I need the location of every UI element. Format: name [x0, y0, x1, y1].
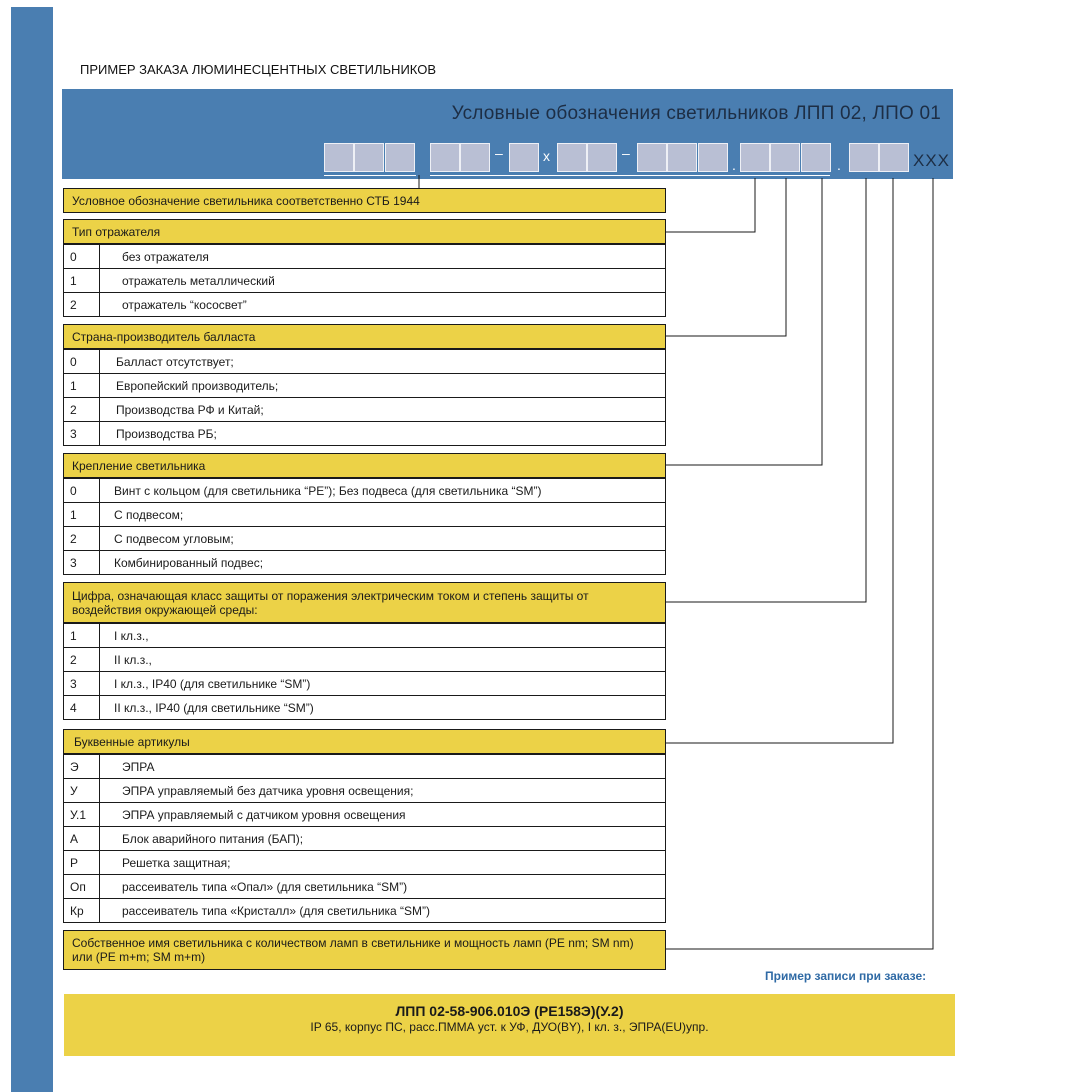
row-text: Комбинированный подвес;	[100, 551, 666, 575]
table-row	[64, 527, 666, 551]
row-text: Производства РФ и Китай;	[100, 398, 666, 422]
header-title: Условные обозначения светильников ЛПП 02, ЛПО 01	[451, 103, 941, 124]
table-row	[64, 803, 666, 827]
separator-dot: .	[732, 157, 736, 173]
table-row	[64, 503, 666, 527]
table-row	[64, 779, 666, 803]
example-box	[64, 994, 955, 1056]
row-code: 2	[64, 527, 100, 551]
table-row	[64, 479, 666, 503]
row-code: У	[64, 779, 100, 803]
table-row	[64, 551, 666, 575]
table-row	[64, 624, 666, 648]
separator-dash: –	[622, 145, 630, 161]
row-code: 0	[64, 350, 100, 374]
row-text: II кл.з.,	[100, 648, 666, 672]
row-code: 0	[64, 479, 100, 503]
row-code: 1	[64, 503, 100, 527]
table-row	[64, 755, 666, 779]
table-row	[64, 269, 666, 293]
own-name-box: Собственное имя светильника с количеством ламп в светильнике и мощность ламп (PE nm; SM nm) или (PE m+m; SM m+m)	[63, 930, 666, 970]
row-code: А	[64, 827, 100, 851]
order-note: Пример записи при заказе:	[765, 969, 927, 983]
row-code: 2	[64, 293, 100, 317]
row-text: рассеиватель типа «Кристалл» (для светильника “SM”)	[100, 899, 666, 923]
row-text: рассеиватель типа «Опал» (для светильника “SM”)	[100, 875, 666, 899]
connector-line-letters	[666, 178, 893, 743]
separator-dash: –	[495, 145, 503, 161]
row-text: I кл.з., IP40 (для светильнике “SM”)	[100, 672, 666, 696]
table-row	[64, 293, 666, 317]
table-row	[64, 672, 666, 696]
example-details: IP 65, корпус ПС, расс.ПММА уст. к УФ, ДУО(BY), I кл. з., ЭПРА(EU)упр.	[310, 1020, 709, 1034]
row-code: Оп	[64, 875, 100, 899]
table-row	[64, 851, 666, 875]
row-code: 3	[64, 672, 100, 696]
ballast-header: Страна-производитель балласта	[63, 324, 666, 349]
row-text: С подвесом угловым;	[100, 527, 666, 551]
row-text: Европейский производитель;	[100, 374, 666, 398]
row-text: ЭПРА управляемый с датчиком уровня освещения	[100, 803, 666, 827]
row-text: Блок аварийного питания (БАП);	[100, 827, 666, 851]
row-code: 1	[64, 624, 100, 648]
row-code: 0	[64, 245, 100, 269]
table-row	[64, 374, 666, 398]
row-text: Винт с кольцом (для светильника “PE”); Без подвеса (для светильника “SM”)	[100, 479, 666, 503]
connector-line-protection	[666, 178, 866, 602]
row-text: Решетка защитная;	[100, 851, 666, 875]
row-text: без отражателя	[100, 245, 666, 269]
protection-header: Цифра, означающая класс защиты от поражения электрическим током и степень защиты от воздействия окружающей среды:	[63, 582, 666, 623]
row-code: 3	[64, 422, 100, 446]
row-code: У.1	[64, 803, 100, 827]
row-code: 4	[64, 696, 100, 720]
table-row	[64, 899, 666, 923]
table-row	[64, 696, 666, 720]
page-title: ПРИМЕР ЗАКАЗА ЛЮМИНЕСЦЕНТНЫХ СВЕТИЛЬНИКОВ	[80, 62, 436, 77]
suffix-code: ХХХ	[913, 151, 951, 170]
row-text: II кл.з., IP40 (для светильнике “SM”)	[100, 696, 666, 720]
row-code: Э	[64, 755, 100, 779]
row-text: отражатель металлический	[100, 269, 666, 293]
row-code: 2	[64, 398, 100, 422]
row-text: Балласт отсутствует;	[100, 350, 666, 374]
row-code: 1	[64, 374, 100, 398]
row-text: I кл.з.,	[100, 624, 666, 648]
connector-line-mounting	[666, 178, 822, 465]
row-text: Производства РБ;	[100, 422, 666, 446]
mounting-header: Крепление светильника	[63, 453, 666, 478]
row-code: Кр	[64, 899, 100, 923]
mounting-table	[63, 478, 666, 575]
table-row	[64, 648, 666, 672]
row-text: ЭПРА управляемый без датчика уровня освещения;	[100, 779, 666, 803]
row-code: 1	[64, 269, 100, 293]
separator-x: х	[543, 148, 550, 164]
row-text: отражатель “кососвет”	[100, 293, 666, 317]
reflector-header: Тип отражателя	[63, 219, 666, 244]
connector-line-ballast	[666, 178, 786, 336]
table-row	[64, 350, 666, 374]
row-text: ЭПРА	[100, 755, 666, 779]
example-designation: ЛПП 02-58-906.010Э (PE158Э)(У.2)	[395, 1003, 624, 1019]
connector-line-reflector	[666, 178, 755, 232]
row-code: 3	[64, 551, 100, 575]
row-code: Р	[64, 851, 100, 875]
table-row	[64, 827, 666, 851]
separator-dot: .	[837, 157, 841, 173]
reflector-table	[63, 244, 666, 317]
letters-table	[63, 754, 666, 923]
table-row	[64, 875, 666, 899]
row-text: С подвесом;	[100, 503, 666, 527]
ballast-table	[63, 349, 666, 446]
protection-table	[63, 623, 666, 720]
table-row	[64, 422, 666, 446]
row-code: 2	[64, 648, 100, 672]
table-row	[64, 398, 666, 422]
table-row	[64, 245, 666, 269]
letters-header: Буквенные артикулы	[63, 729, 666, 754]
stb-label: Условное обозначение светильника соответственно СТБ 1944	[63, 188, 666, 213]
